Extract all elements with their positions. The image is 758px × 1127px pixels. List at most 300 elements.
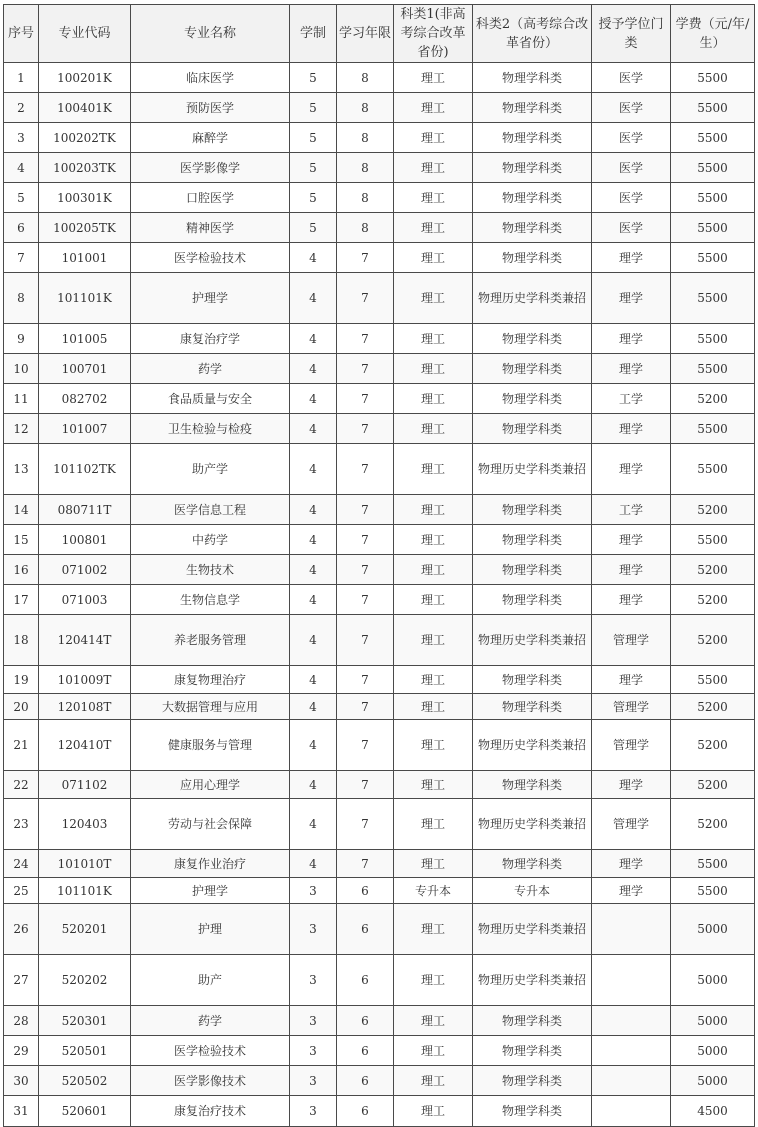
cell-degree: 管理学 [592, 799, 671, 850]
cell-code: 082702 [39, 384, 131, 414]
cell-index: 22 [4, 771, 39, 799]
cell-major-name: 健康服务与管理 [131, 720, 290, 771]
cell-category-2: 物理学科类 [473, 183, 592, 213]
cell-degree [592, 1036, 671, 1066]
table-row [4, 243, 755, 273]
table-row [4, 720, 755, 771]
table-row [4, 93, 755, 123]
cell-study-years: 7 [337, 444, 394, 495]
cell-code: 100205TK [39, 213, 131, 243]
cell-degree: 理学 [592, 273, 671, 324]
cell-category-1: 理工 [394, 123, 473, 153]
cell-major-name: 护理 [131, 904, 290, 955]
cell-duration: 3 [290, 1006, 337, 1036]
cell-code: 120410T [39, 720, 131, 771]
cell-tuition: 5200 [671, 720, 755, 771]
cell-category-2: 物理历史学科类兼招 [473, 904, 592, 955]
cell-index: 3 [4, 123, 39, 153]
cell-tuition: 5500 [671, 324, 755, 354]
table-row [4, 444, 755, 495]
cell-category-2: 物理学科类 [473, 123, 592, 153]
cell-degree: 医学 [592, 123, 671, 153]
cell-category-1: 理工 [394, 720, 473, 771]
cell-major-name: 医学影像学 [131, 153, 290, 183]
cell-degree: 理学 [592, 243, 671, 273]
cell-category-2: 物理历史学科类兼招 [473, 955, 592, 1006]
cell-major-name: 卫生检验与检疫 [131, 414, 290, 444]
cell-category-2: 物理学科类 [473, 384, 592, 414]
table-row [4, 153, 755, 183]
cell-index: 28 [4, 1006, 39, 1036]
cell-category-2: 物理学科类 [473, 213, 592, 243]
cell-category-2: 物理学科类 [473, 585, 592, 615]
cell-tuition: 5500 [671, 878, 755, 904]
cell-code: 120414T [39, 615, 131, 666]
cell-study-years: 7 [337, 585, 394, 615]
cell-degree: 理学 [592, 555, 671, 585]
cell-study-years: 8 [337, 213, 394, 243]
header-duration: 学制 [290, 5, 337, 63]
cell-category-1: 理工 [394, 243, 473, 273]
cell-index: 2 [4, 93, 39, 123]
cell-degree [592, 1006, 671, 1036]
cell-category-1: 理工 [394, 771, 473, 799]
cell-index: 21 [4, 720, 39, 771]
cell-major-name: 医学检验技术 [131, 1036, 290, 1066]
table-row [4, 666, 755, 694]
cell-study-years: 6 [337, 1036, 394, 1066]
table-row [4, 1006, 755, 1036]
header-study-years: 学习年限 [337, 5, 394, 63]
table-row [4, 63, 755, 93]
cell-category-2: 物理学科类 [473, 414, 592, 444]
cell-code: 100401K [39, 93, 131, 123]
cell-major-name: 临床医学 [131, 63, 290, 93]
cell-tuition: 5000 [671, 955, 755, 1006]
cell-study-years: 6 [337, 1006, 394, 1036]
cell-index: 1 [4, 63, 39, 93]
cell-code: 071002 [39, 555, 131, 585]
cell-code: 101101K [39, 878, 131, 904]
cell-major-name: 康复治疗学 [131, 324, 290, 354]
cell-major-name: 养老服务管理 [131, 615, 290, 666]
cell-duration: 4 [290, 444, 337, 495]
cell-code: 101009T [39, 666, 131, 694]
cell-major-name: 食品质量与安全 [131, 384, 290, 414]
cell-duration: 4 [290, 555, 337, 585]
cell-study-years: 7 [337, 771, 394, 799]
cell-category-1: 理工 [394, 414, 473, 444]
cell-degree [592, 1066, 671, 1096]
cell-degree: 理学 [592, 414, 671, 444]
header-major-name: 专业名称 [131, 5, 290, 63]
cell-category-2: 物理学科类 [473, 495, 592, 525]
cell-tuition: 4500 [671, 1096, 755, 1127]
cell-degree: 医学 [592, 93, 671, 123]
cell-code: 101007 [39, 414, 131, 444]
cell-study-years: 7 [337, 354, 394, 384]
cell-degree: 医学 [592, 63, 671, 93]
cell-code: 520501 [39, 1036, 131, 1066]
cell-index: 19 [4, 666, 39, 694]
cell-major-name: 麻醉学 [131, 123, 290, 153]
cell-category-2: 物理学科类 [473, 63, 592, 93]
cell-category-1: 理工 [394, 384, 473, 414]
cell-index: 15 [4, 525, 39, 555]
table-row [4, 799, 755, 850]
cell-study-years: 6 [337, 1096, 394, 1127]
cell-major-name: 劳动与社会保障 [131, 799, 290, 850]
cell-index: 6 [4, 213, 39, 243]
cell-major-name: 康复治疗技术 [131, 1096, 290, 1127]
cell-category-2: 物理历史学科类兼招 [473, 444, 592, 495]
cell-duration: 3 [290, 904, 337, 955]
cell-major-name: 口腔医学 [131, 183, 290, 213]
cell-major-name: 精神医学 [131, 213, 290, 243]
table-row [4, 615, 755, 666]
cell-tuition: 5500 [671, 243, 755, 273]
cell-category-1: 理工 [394, 153, 473, 183]
cell-major-name: 药学 [131, 354, 290, 384]
cell-category-2: 物理历史学科类兼招 [473, 799, 592, 850]
cell-degree: 理学 [592, 354, 671, 384]
cell-code: 100203TK [39, 153, 131, 183]
cell-category-1: 理工 [394, 955, 473, 1006]
cell-duration: 3 [290, 878, 337, 904]
cell-index: 10 [4, 354, 39, 384]
cell-index: 11 [4, 384, 39, 414]
cell-study-years: 7 [337, 495, 394, 525]
cell-category-2: 物理学科类 [473, 1066, 592, 1096]
cell-duration: 4 [290, 354, 337, 384]
header-category-1: 科类1(非高考综合改革省份) [394, 5, 473, 63]
cell-index: 29 [4, 1036, 39, 1066]
cell-index: 12 [4, 414, 39, 444]
cell-tuition: 5000 [671, 1066, 755, 1096]
cell-category-2: 物理学科类 [473, 850, 592, 878]
cell-tuition: 5200 [671, 694, 755, 720]
cell-category-2: 物理历史学科类兼招 [473, 615, 592, 666]
cell-degree: 管理学 [592, 694, 671, 720]
cell-degree: 理学 [592, 878, 671, 904]
table-row [4, 955, 755, 1006]
cell-major-name: 医学检验技术 [131, 243, 290, 273]
cell-tuition: 5000 [671, 1006, 755, 1036]
cell-index: 7 [4, 243, 39, 273]
cell-degree: 理学 [592, 324, 671, 354]
cell-tuition: 5500 [671, 850, 755, 878]
cell-duration: 3 [290, 1036, 337, 1066]
cell-duration: 4 [290, 273, 337, 324]
cell-tuition: 5200 [671, 555, 755, 585]
cell-tuition: 5200 [671, 384, 755, 414]
cell-tuition: 5500 [671, 93, 755, 123]
cell-study-years: 7 [337, 720, 394, 771]
table-row [4, 1036, 755, 1066]
cell-index: 5 [4, 183, 39, 213]
cell-tuition: 5500 [671, 666, 755, 694]
table-row [4, 213, 755, 243]
header-degree: 授予学位门类 [592, 5, 671, 63]
cell-major-name: 助产学 [131, 444, 290, 495]
table-row [4, 525, 755, 555]
cell-index: 20 [4, 694, 39, 720]
cell-study-years: 7 [337, 555, 394, 585]
cell-category-1: 理工 [394, 213, 473, 243]
cell-degree [592, 904, 671, 955]
cell-code: 101010T [39, 850, 131, 878]
majors-table [3, 4, 755, 1127]
cell-category-1: 专升本 [394, 878, 473, 904]
cell-category-2: 物理学科类 [473, 555, 592, 585]
cell-code: 520502 [39, 1066, 131, 1096]
cell-study-years: 6 [337, 955, 394, 1006]
table-row [4, 1066, 755, 1096]
cell-code: 071102 [39, 771, 131, 799]
cell-duration: 4 [290, 585, 337, 615]
cell-index: 31 [4, 1096, 39, 1127]
cell-tuition: 5500 [671, 414, 755, 444]
cell-degree [592, 955, 671, 1006]
cell-index: 27 [4, 955, 39, 1006]
cell-duration: 5 [290, 213, 337, 243]
table-row [4, 878, 755, 904]
cell-category-2: 物理学科类 [473, 694, 592, 720]
cell-major-name: 生物信息学 [131, 585, 290, 615]
cell-code: 120108T [39, 694, 131, 720]
cell-category-1: 理工 [394, 1096, 473, 1127]
table-row [4, 771, 755, 799]
cell-category-2: 物理学科类 [473, 153, 592, 183]
cell-duration: 4 [290, 525, 337, 555]
cell-tuition: 5000 [671, 904, 755, 955]
cell-duration: 4 [290, 666, 337, 694]
cell-major-name: 护理学 [131, 878, 290, 904]
cell-category-2: 物理学科类 [473, 771, 592, 799]
cell-major-name: 应用心理学 [131, 771, 290, 799]
cell-study-years: 7 [337, 324, 394, 354]
cell-study-years: 6 [337, 1066, 394, 1096]
cell-tuition: 5500 [671, 444, 755, 495]
cell-duration: 5 [290, 183, 337, 213]
cell-index: 24 [4, 850, 39, 878]
table-row [4, 1096, 755, 1127]
cell-tuition: 5500 [671, 273, 755, 324]
cell-duration: 3 [290, 1066, 337, 1096]
cell-study-years: 8 [337, 93, 394, 123]
cell-duration: 4 [290, 384, 337, 414]
cell-major-name: 药学 [131, 1006, 290, 1036]
cell-major-name: 助产 [131, 955, 290, 1006]
cell-study-years: 7 [337, 414, 394, 444]
cell-degree: 医学 [592, 153, 671, 183]
cell-index: 14 [4, 495, 39, 525]
cell-code: 100202TK [39, 123, 131, 153]
cell-tuition: 5500 [671, 525, 755, 555]
cell-code: 520202 [39, 955, 131, 1006]
cell-category-1: 理工 [394, 1066, 473, 1096]
cell-duration: 4 [290, 799, 337, 850]
cell-category-1: 理工 [394, 93, 473, 123]
cell-degree: 医学 [592, 183, 671, 213]
cell-degree [592, 1096, 671, 1127]
cell-major-name: 康复作业治疗 [131, 850, 290, 878]
cell-category-1: 理工 [394, 850, 473, 878]
header-index: 序号 [4, 5, 39, 63]
cell-category-2: 物理学科类 [473, 243, 592, 273]
cell-code: 100801 [39, 525, 131, 555]
cell-major-name: 大数据管理与应用 [131, 694, 290, 720]
cell-category-2: 物理学科类 [473, 1096, 592, 1127]
header-tuition: 学费（元/年/生） [671, 5, 755, 63]
cell-tuition: 5500 [671, 123, 755, 153]
cell-duration: 3 [290, 1096, 337, 1127]
cell-category-1: 理工 [394, 495, 473, 525]
cell-code: 120403 [39, 799, 131, 850]
cell-index: 18 [4, 615, 39, 666]
header-code: 专业代码 [39, 5, 131, 63]
header-category-2: 科类2（高考综合改革省份） [473, 5, 592, 63]
cell-index: 4 [4, 153, 39, 183]
cell-study-years: 7 [337, 694, 394, 720]
cell-tuition: 5500 [671, 354, 755, 384]
cell-code: 520201 [39, 904, 131, 955]
table-row [4, 694, 755, 720]
table-row [4, 904, 755, 955]
cell-study-years: 7 [337, 666, 394, 694]
cell-code: 520601 [39, 1096, 131, 1127]
cell-code: 101001 [39, 243, 131, 273]
cell-tuition: 5200 [671, 495, 755, 525]
cell-study-years: 6 [337, 904, 394, 955]
cell-category-2: 物理历史学科类兼招 [473, 720, 592, 771]
cell-category-1: 理工 [394, 525, 473, 555]
cell-code: 080711T [39, 495, 131, 525]
table-row [4, 585, 755, 615]
cell-category-1: 理工 [394, 63, 473, 93]
cell-degree: 医学 [592, 213, 671, 243]
cell-duration: 4 [290, 495, 337, 525]
cell-duration: 3 [290, 955, 337, 1006]
cell-category-2: 物理学科类 [473, 1006, 592, 1036]
cell-major-name: 中药学 [131, 525, 290, 555]
cell-code: 101102TK [39, 444, 131, 495]
cell-major-name: 生物技术 [131, 555, 290, 585]
cell-duration: 5 [290, 123, 337, 153]
cell-tuition: 5500 [671, 153, 755, 183]
cell-index: 25 [4, 878, 39, 904]
cell-code: 520301 [39, 1006, 131, 1036]
cell-category-1: 理工 [394, 666, 473, 694]
cell-duration: 4 [290, 243, 337, 273]
cell-category-1: 理工 [394, 444, 473, 495]
cell-code: 101005 [39, 324, 131, 354]
cell-duration: 4 [290, 694, 337, 720]
cell-category-2: 物理学科类 [473, 354, 592, 384]
cell-major-name: 康复物理治疗 [131, 666, 290, 694]
cell-category-2: 专升本 [473, 878, 592, 904]
cell-study-years: 8 [337, 63, 394, 93]
cell-category-1: 理工 [394, 354, 473, 384]
cell-category-1: 理工 [394, 904, 473, 955]
table-row [4, 850, 755, 878]
cell-category-2: 物理学科类 [473, 324, 592, 354]
cell-major-name: 预防医学 [131, 93, 290, 123]
cell-study-years: 8 [337, 183, 394, 213]
cell-study-years: 7 [337, 273, 394, 324]
cell-category-1: 理工 [394, 799, 473, 850]
cell-degree: 理学 [592, 585, 671, 615]
cell-duration: 4 [290, 615, 337, 666]
cell-index: 30 [4, 1066, 39, 1096]
cell-category-1: 理工 [394, 694, 473, 720]
table-row [4, 273, 755, 324]
cell-tuition: 5500 [671, 213, 755, 243]
cell-degree: 工学 [592, 384, 671, 414]
cell-category-1: 理工 [394, 183, 473, 213]
cell-duration: 5 [290, 93, 337, 123]
table-row [4, 183, 755, 213]
cell-study-years: 7 [337, 799, 394, 850]
header-row [4, 5, 755, 63]
cell-duration: 4 [290, 720, 337, 771]
cell-study-years: 8 [337, 123, 394, 153]
cell-category-1: 理工 [394, 324, 473, 354]
cell-index: 8 [4, 273, 39, 324]
cell-degree: 管理学 [592, 615, 671, 666]
cell-tuition: 5200 [671, 615, 755, 666]
cell-category-1: 理工 [394, 615, 473, 666]
cell-code: 100301K [39, 183, 131, 213]
cell-category-2: 物理学科类 [473, 1036, 592, 1066]
cell-category-2: 物理学科类 [473, 666, 592, 694]
table-row [4, 555, 755, 585]
cell-code: 101101K [39, 273, 131, 324]
cell-category-1: 理工 [394, 555, 473, 585]
cell-degree: 理学 [592, 666, 671, 694]
cell-duration: 4 [290, 771, 337, 799]
cell-degree: 理学 [592, 850, 671, 878]
table-row [4, 324, 755, 354]
cell-study-years: 7 [337, 615, 394, 666]
cell-category-1: 理工 [394, 1036, 473, 1066]
table-row [4, 354, 755, 384]
cell-duration: 5 [290, 153, 337, 183]
cell-index: 17 [4, 585, 39, 615]
cell-major-name: 护理学 [131, 273, 290, 324]
cell-tuition: 5500 [671, 183, 755, 213]
cell-study-years: 8 [337, 153, 394, 183]
cell-category-1: 理工 [394, 1006, 473, 1036]
cell-tuition: 5500 [671, 63, 755, 93]
cell-study-years: 7 [337, 850, 394, 878]
cell-category-2: 物理学科类 [473, 525, 592, 555]
cell-tuition: 5200 [671, 771, 755, 799]
cell-study-years: 7 [337, 243, 394, 273]
cell-index: 13 [4, 444, 39, 495]
table-row [4, 495, 755, 525]
cell-duration: 4 [290, 324, 337, 354]
table-row [4, 123, 755, 153]
table-row [4, 384, 755, 414]
cell-degree: 理学 [592, 444, 671, 495]
cell-duration: 5 [290, 63, 337, 93]
cell-degree: 理学 [592, 771, 671, 799]
cell-category-1: 理工 [394, 273, 473, 324]
cell-category-2: 物理历史学科类兼招 [473, 273, 592, 324]
cell-code: 100201K [39, 63, 131, 93]
cell-code: 071003 [39, 585, 131, 615]
